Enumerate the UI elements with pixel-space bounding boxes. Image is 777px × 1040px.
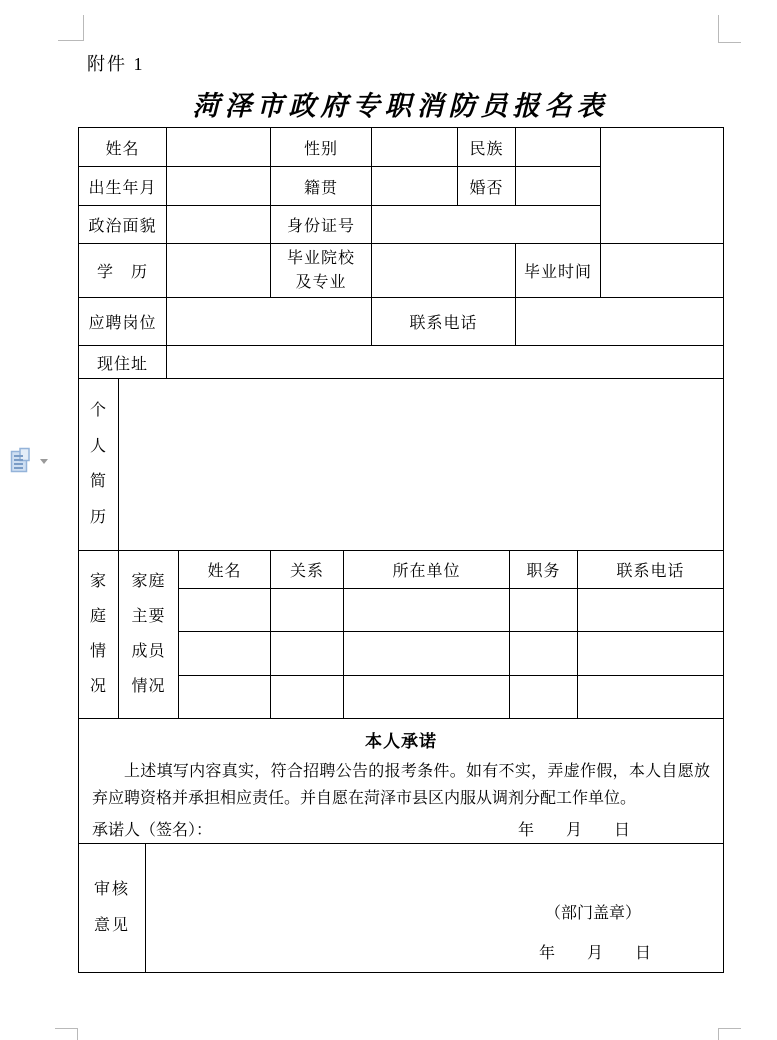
family-members-label: 家庭 主要 成员 情况 [119, 551, 179, 719]
family-row1-relation-input[interactable] [271, 589, 344, 632]
graduation-time-label: 毕业时间 [516, 244, 601, 298]
commitment-section [79, 719, 724, 844]
review-label: 审核 意见 [79, 844, 146, 973]
family-row3-phone-input[interactable] [578, 676, 724, 719]
resume-input[interactable] [119, 379, 724, 551]
corner-mark-top-left [58, 15, 84, 41]
corner-mark-top-right [718, 15, 741, 43]
dropdown-arrow-icon [40, 459, 48, 464]
family-header-duty: 职务 [510, 551, 578, 589]
phone-input[interactable] [516, 298, 724, 346]
review-input[interactable] [146, 844, 724, 973]
id-number-input[interactable] [372, 206, 601, 244]
family-row3-workplace-input[interactable] [344, 676, 510, 719]
position-input[interactable] [167, 298, 372, 346]
application-form-table [78, 127, 724, 973]
family-header-name: 姓名 [179, 551, 271, 589]
family-row2-relation-input[interactable] [271, 632, 344, 676]
ethnicity-input[interactable] [516, 128, 601, 167]
id-number-label: 身份证号 [271, 206, 372, 244]
family-row2-duty-input[interactable] [510, 632, 578, 676]
corner-mark-bottom-left [55, 1028, 78, 1040]
name-input[interactable] [167, 128, 271, 167]
department-stamp-note: （部门盖章） [544, 905, 641, 922]
school-major-input[interactable] [372, 244, 516, 298]
commitment-signer-label: 承诺人（签名）： [92, 822, 213, 839]
family-row1-name-input[interactable] [179, 589, 271, 632]
attachment-label: 附件 1 [87, 54, 145, 74]
family-row3-name-input[interactable] [179, 676, 271, 719]
native-place-label: 籍贯 [271, 167, 372, 206]
family-row3-duty-input[interactable] [510, 676, 578, 719]
address-label: 现住址 [79, 346, 167, 379]
gender-input[interactable] [372, 128, 458, 167]
commitment-heading: 本人承诺 [365, 732, 437, 751]
family-row2-phone-input[interactable] [578, 632, 724, 676]
marital-status-label: 婚否 [458, 167, 516, 206]
political-status-input[interactable] [167, 206, 271, 244]
family-row2-name-input[interactable] [179, 632, 271, 676]
family-header-relation: 关系 [271, 551, 344, 589]
corner-mark-bottom-right [718, 1028, 741, 1040]
ethnicity-label: 民族 [458, 128, 516, 167]
family-row3-relation-input[interactable] [271, 676, 344, 719]
document-page-icon [10, 447, 34, 474]
education-input[interactable] [167, 244, 271, 298]
commitment-body: 上述填写内容真实，符合招聘公告的报考条件。如有不实，弄虚作假，本人自愿放弃应聘资格并承担相应责任。并自愿在菏泽市县区内服从调剂分配工作单位。 [92, 763, 710, 807]
marital-status-input[interactable] [516, 167, 601, 206]
family-header-workplace: 所在单位 [344, 551, 510, 589]
photo-cell[interactable] [601, 128, 724, 244]
school-major-label: 毕业院校及专业 [271, 244, 372, 298]
political-status-label: 政治面貌 [79, 206, 167, 244]
gender-label: 性别 [271, 128, 372, 167]
review-date: 年 月 日 [538, 945, 651, 962]
position-label: 应聘岗位 [79, 298, 167, 346]
family-row2-workplace-input[interactable] [344, 632, 510, 676]
family-row1-duty-input[interactable] [510, 589, 578, 632]
commitment-date: 年 月 日 [517, 822, 630, 839]
education-label: 学 历 [79, 244, 167, 298]
family-group-label: 家 庭 情 况 [79, 551, 119, 719]
phone-label: 联系电话 [372, 298, 516, 346]
family-header-phone: 联系电话 [578, 551, 724, 589]
name-label: 姓名 [79, 128, 167, 167]
birth-date-label: 出生年月 [79, 167, 167, 206]
birth-date-input[interactable] [167, 167, 271, 206]
resume-label: 个 人 简 历 [79, 379, 119, 551]
native-place-input[interactable] [372, 167, 458, 206]
graduation-time-input[interactable] [601, 244, 724, 298]
family-row1-workplace-input[interactable] [344, 589, 510, 632]
address-input[interactable] [167, 346, 724, 379]
margin-options-button[interactable] [10, 445, 54, 475]
page-title: 菏泽市政府专职消防员报名表 [192, 91, 609, 121]
family-row1-phone-input[interactable] [578, 589, 724, 632]
